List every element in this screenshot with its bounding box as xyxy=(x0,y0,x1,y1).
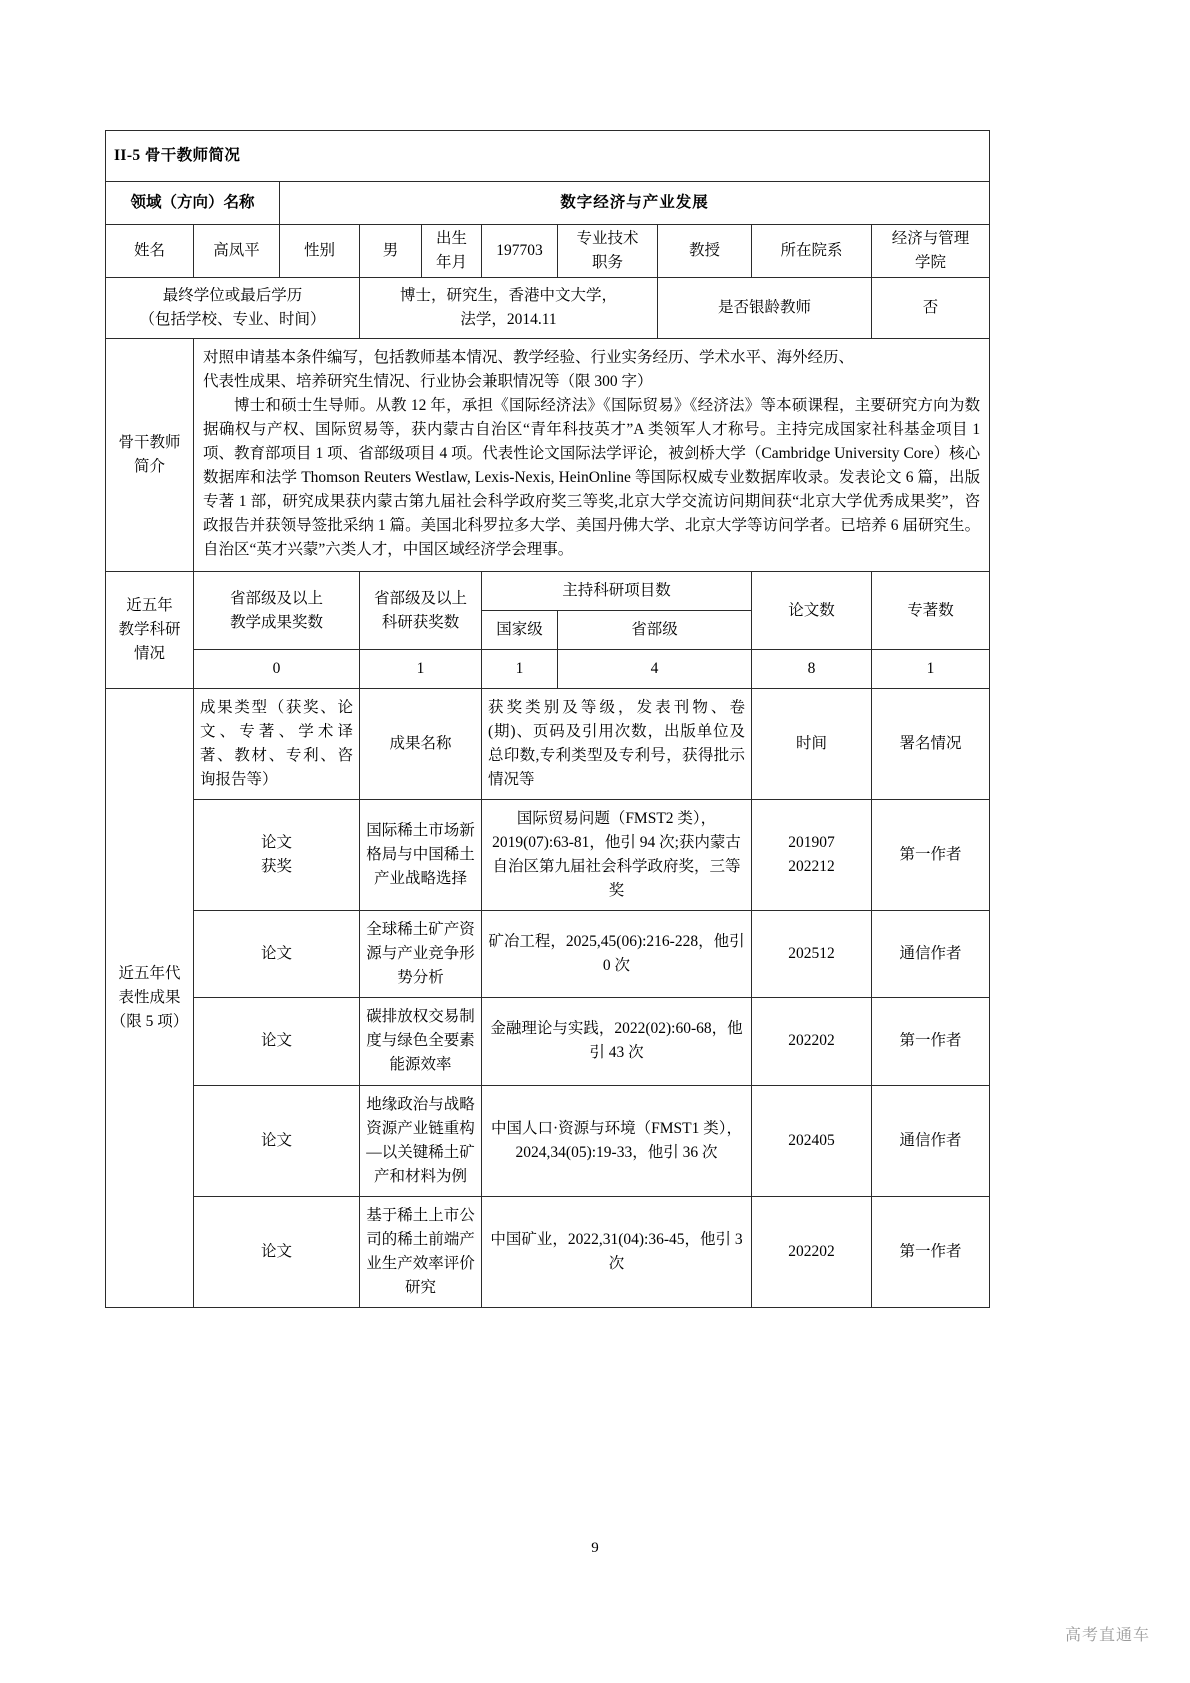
gender-value: 男 xyxy=(360,225,422,278)
teacher-profile-table xyxy=(105,130,990,1308)
degree-row xyxy=(106,278,990,339)
table-row xyxy=(106,800,990,911)
achievement-time-header: 时间 xyxy=(752,689,872,800)
department-value xyxy=(872,225,990,278)
research-award-value: 1 xyxy=(360,650,482,689)
achievement-time-line1: 201907 xyxy=(788,834,835,852)
bio-text: 博士和硕士生导师。从教 12 年，承担《国际经济法》《国际贸易》《经济法》等本硕课程，主要研究方向为数据确权与产权、国际贸易等，获内蒙古自治区“青年科技英才”A 类领军人才称号。主持完成国家社科基金项目 1 项、教育部项目 1 项、省部级项目 4 项。代表性论文国际法学评论，被剑桥大学（Cambridge University Core）核心数据库和法学 Thomson Reuters Westlaw, Lexis-Nexis, HeinOnline 等国际权威专业数据库收录。发表论文 6 篇，出版专著 1 部，研究成果获内蒙古第九届社会科学政府奖三等奖,北京大学交流访问期间获“北京大学优秀成果奖”，咨政报告并获领导签批采纳 1 篇。美国北科罗拉多大学、美国丹佛大学、北京大学等访问学者。已培养 6 届研究生。自治区“英才兴蒙”六类人才，中国区域经济学会理事。 xyxy=(203,397,981,559)
achievement-type-line1: 论文 xyxy=(260,834,292,852)
teaching-award-header xyxy=(194,572,360,650)
field-row xyxy=(106,182,990,225)
achievement-signature: 通信作者 xyxy=(872,1085,990,1196)
achievement-name: 基于稀土上市公司的稀土前端产业生产效率评价研究 xyxy=(360,1196,482,1307)
birth-label xyxy=(422,225,482,278)
table-row xyxy=(106,1196,990,1307)
table-row xyxy=(106,1085,990,1196)
bio-label-line1: 骨干教师 xyxy=(118,434,181,452)
research-award-header-line1: 省部级及以上 xyxy=(373,589,467,607)
achievement-type: 论文 xyxy=(194,911,360,998)
achievement-name: 碳排放权交易制度与绿色全要素能源效率 xyxy=(360,998,482,1085)
achievement-signature: 通信作者 xyxy=(872,911,990,998)
achievement-detail-header: 获奖类别及等级，发表刊物、卷(期)、页码及引用次数，出版单位及总印数,专利类型及专利号，获得批示情况等 xyxy=(482,689,752,800)
page-number: 9 xyxy=(591,1540,599,1556)
stats-row-label-line2: 教学科研 xyxy=(118,621,181,639)
achievement-type-line2: 获奖 xyxy=(260,858,292,876)
achievement-time: 202202 xyxy=(752,1196,872,1307)
projects-national-value: 1 xyxy=(482,650,558,689)
achievement-signature: 第一作者 xyxy=(872,1196,990,1307)
achievement-detail: 国际贸易问题（FMST2 类），2019(07):63-81，他引 94 次;获内蒙古自治区第九届社会科学政府奖，三等奖 xyxy=(482,800,752,911)
achievement-type xyxy=(194,800,360,911)
monographs-value: 1 xyxy=(872,650,990,689)
birth-value: 197703 xyxy=(482,225,558,278)
stats-row-label-line1: 近五年 xyxy=(126,597,173,615)
stats-header-row-1 xyxy=(106,572,990,611)
achievement-signature: 第一作者 xyxy=(872,998,990,1085)
achievement-type: 论文 xyxy=(194,998,360,1085)
research-award-header-line2: 科研获奖数 xyxy=(381,613,460,631)
projects-provincial-value: 4 xyxy=(558,650,752,689)
bio-label-line2: 简介 xyxy=(133,458,165,476)
teaching-award-value: 0 xyxy=(194,650,360,689)
achievement-detail: 中国矿业，2022,31(04):36-45，他引 3 次 xyxy=(482,1196,752,1307)
silver-teacher-value: 否 xyxy=(872,278,990,339)
table-row xyxy=(106,911,990,998)
achievement-signature-header: 署名情况 xyxy=(872,689,990,800)
birth-label-line1: 出生 xyxy=(435,230,467,248)
field-value: 数字经济与产业发展 xyxy=(280,182,990,225)
prof-title-value: 教授 xyxy=(658,225,752,278)
department-value-line2: 学院 xyxy=(915,254,947,272)
degree-label xyxy=(106,278,360,339)
achievement-detail: 金融理论与实践，2022(02):60-68，他引 43 次 xyxy=(482,998,752,1085)
papers-value: 8 xyxy=(752,650,872,689)
degree-value xyxy=(360,278,658,339)
achievement-name: 全球稀土矿产资源与产业竞争形势分析 xyxy=(360,911,482,998)
achievements-row-label-line2: 表性成果 xyxy=(118,988,181,1006)
achievements-row-label xyxy=(106,689,194,1307)
degree-label-line2: （包括学校、专业、时间） xyxy=(139,311,326,329)
basic-info-row xyxy=(106,225,990,278)
monographs-header: 专著数 xyxy=(872,572,990,650)
achievement-type-header: 成果类型（获奖、论文、专著、学术译著、教材、专利、咨询报告等） xyxy=(194,689,360,800)
achievement-name: 地缘政治与战略资源产业链重构—以关键稀土矿产和材料为例 xyxy=(360,1085,482,1196)
stats-row-label xyxy=(106,572,194,689)
bio-label xyxy=(106,339,194,572)
achievement-time xyxy=(752,800,872,911)
achievement-type: 论文 xyxy=(194,1085,360,1196)
projects-provincial-header: 省部级 xyxy=(558,611,752,650)
achievement-time: 202512 xyxy=(752,911,872,998)
watermark: 高考直通车 xyxy=(1064,1627,1150,1644)
research-award-header xyxy=(360,572,482,650)
achievements-header-row xyxy=(106,689,990,800)
achievement-name: 国际稀土市场新格局与中国稀土产业战略选择 xyxy=(360,800,482,911)
achievement-detail: 中国人口·资源与环境（FMST1 类），2024,34(05):19-33，他引 36 次 xyxy=(482,1085,752,1196)
achievements-row-label-line3: （限 5 项） xyxy=(110,1012,189,1030)
gender-label: 性别 xyxy=(280,225,360,278)
teaching-award-header-line1: 省部级及以上 xyxy=(229,589,323,607)
achievement-name-header: 成果名称 xyxy=(360,689,482,800)
section-title-row xyxy=(106,131,990,182)
bio-instruction-line1: 对照申请基本条件编写，包括教师基本情况、教学经验、行业实务经历、学术水平、海外经历、 xyxy=(203,349,855,367)
birth-label-line2: 年月 xyxy=(435,254,467,272)
prof-title-label xyxy=(558,225,658,278)
name-value: 高凤平 xyxy=(194,225,280,278)
bio-instruction-line2: 代表性成果、培养研究生情况、行业协会兼职情况等（限 300 字） xyxy=(203,373,653,391)
projects-group-header: 主持科研项目数 xyxy=(482,572,752,611)
achievement-type: 论文 xyxy=(194,1196,360,1307)
stats-row-label-line3: 情况 xyxy=(133,645,165,663)
bio-content xyxy=(194,339,990,572)
name-label: 姓名 xyxy=(106,225,194,278)
department-value-line1: 经济与管理 xyxy=(891,230,970,248)
teaching-award-header-line2: 教学成果奖数 xyxy=(229,613,323,631)
papers-header: 论文数 xyxy=(752,572,872,650)
stats-values-row xyxy=(106,650,990,689)
field-label: 领域（方向）名称 xyxy=(106,182,280,225)
silver-teacher-label: 是否银龄教师 xyxy=(658,278,872,339)
achievement-time: 202202 xyxy=(752,998,872,1085)
degree-value-line2: 法学，2014.11 xyxy=(460,311,557,329)
degree-label-line1: 最终学位或最后学历 xyxy=(162,287,303,305)
degree-value-line1: 博士，研究生，香港中文大学， xyxy=(399,287,617,305)
form-sheet xyxy=(105,130,989,1308)
achievements-row-label-line1: 近五年代 xyxy=(118,964,181,982)
prof-title-label-line1: 专业技术 xyxy=(576,230,639,248)
achievement-signature: 第一作者 xyxy=(872,800,990,911)
department-label: 所在院系 xyxy=(752,225,872,278)
table-row xyxy=(106,998,990,1085)
achievement-detail: 矿冶工程，2025,45(06):216-228，他引 0 次 xyxy=(482,911,752,998)
prof-title-label-line2: 职务 xyxy=(591,254,623,272)
bio-row xyxy=(106,339,990,572)
section-title: II-5 骨干教师简况 xyxy=(106,131,990,182)
achievement-time-line2: 202212 xyxy=(788,858,835,876)
projects-national-header: 国家级 xyxy=(482,611,558,650)
achievement-time: 202405 xyxy=(752,1085,872,1196)
